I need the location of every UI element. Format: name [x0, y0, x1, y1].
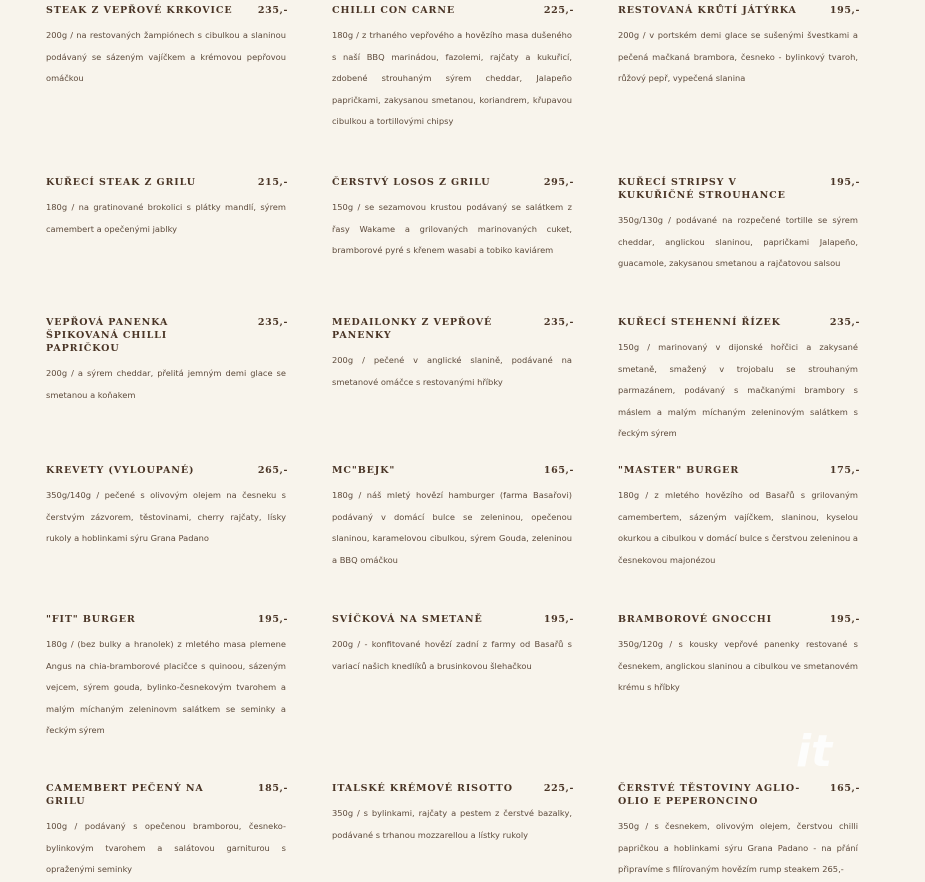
dish-name: ČERSTVÉ TĚSTOVINY AGLIO-OLIO E PEPERONCINO	[618, 783, 801, 807]
dish-description: 350g/130g / podávané na rozpečené tortille se sýrem cheddar, anglickou slaninou, papričkami Jalapeño, guacamole, zakysanou smetanou a rajčatovou salsou	[618, 215, 858, 268]
menu-item	[332, 316, 574, 464]
dish-description: 200g / v portském demi glace se sušenými švestkami a pečená mačkaná brambora, česneko - bylinkový tvaroh, růžový pepř, vypečená slanina	[618, 30, 858, 83]
dish-description: 350g/140g / pečené s olivovým olejem na česneku s čerstvým zázvorem, těstovinami, cherry rajčaty, lísky rukoly a hoblinkami sýru Grana Padano	[46, 490, 286, 543]
menu-item	[332, 4, 574, 176]
dish-name: RESTOVANÁ KRŮTÍ JÁTÝRKA	[618, 5, 797, 16]
dish-price: 225,-	[543, 783, 574, 794]
dish-description: 180g / na gratinované brokolici s plátky mandlí, sýrem camembert a opečenými jablky	[46, 202, 286, 234]
dish-price: 175,-	[829, 465, 860, 476]
dish-price: 195,-	[543, 614, 574, 625]
menu-item	[332, 464, 574, 613]
menu-item	[332, 782, 574, 882]
dish-description: 150g / se sezamovou krustou podávaný se salátkem z řasy Wakame a grilovaných marinovaných cuket, bramborové pyré s křenem wasabi a tobiko kaviárem	[332, 202, 572, 255]
dish-name: MEDAILONKY Z VEPŘOVÉ PANENKY	[332, 317, 493, 341]
dish-price: 195,-	[829, 5, 860, 16]
menu-item	[618, 464, 860, 613]
dish-price: 195,-	[257, 614, 288, 625]
dish-description: 180g / z mletého hovězího od Basařů s grilovaným camembertem, sázeným vajíčkem, slaninou, kyselou okurkou a cibulkou v domácí bulce s čerstvou zeleninou a česnekovou majonézou	[618, 490, 858, 565]
dish-price: 165,-	[543, 465, 574, 476]
dish-price: 235,-	[257, 5, 288, 16]
dish-description: 200g / a sýrem cheddar, přelitá jemným demi glace se smetanou a koňakem	[46, 368, 286, 400]
menu-item	[618, 316, 860, 464]
dish-description: 350g/120g / s kousky vepřové panenky restované s česnekem, anglickou slaninou a cibulkou ve smetanovém krému s hříbky	[618, 639, 858, 692]
dish-description: 200g / pečené v anglické slanině, podávané na smetanové omáčce s restovanými hříbky	[332, 355, 572, 387]
menu-item	[46, 782, 288, 882]
dish-description: 150g / marinovaný v dijonské hořčici a zakysané smetaně, smažený v trojobalu se strouhaným parmazánem, podávaný s mačkanými brambory s máslem a malým míchaným zeleninovým salátkem s řeckým sýrem	[618, 342, 858, 438]
dish-name: MC"BEJK"	[332, 465, 396, 476]
dish-name: KUŘECÍ STEAK Z GRILU	[46, 177, 196, 188]
dish-description: 180g / z trhaného vepřového a hovězího masa dušeného s naší BBQ marinádou, fazolemi, rajčaty a kukuřicí, zdobené strouhaným sýrem cheddar, Jalapeño papričkami, zakysanou smetanou, koriandrem, křupavou cibulkou a tortillovými chipsy	[332, 30, 572, 126]
menu-item	[332, 176, 574, 316]
menu-item	[46, 613, 288, 782]
dish-description: 200g / na restovaných žampiónech s cibulkou a slaninou podávaný se sázeným vajíčkem a krémovou pepřovou omáčkou	[46, 30, 286, 83]
watermark-logo	[795, 726, 833, 792]
dish-description: 350g / s bylinkami, rajčaty a pestem z čerstvé bazalky, podávané s trhanou mozzarellou a lístky rukoly	[332, 808, 572, 840]
dish-description: 180g / náš mletý hovězí hamburger (farma Basařovi) podávaný v domácí bulce se zeleninou, opečenou slaninou, karamelovou cibulkou, sýrem Gouda, zeleninou a BBQ omáčkou	[332, 490, 572, 565]
dish-description: 350g / s česnekem, olivovým olejem, čerstvou chilli papričkou a hoblinkami sýru Grana Padano - na přání připravíme s filírovaným hovězím rump steakem 265,-	[618, 821, 858, 874]
dish-name: CHILLI CON CARNE	[332, 5, 456, 16]
menu-item	[618, 4, 860, 176]
dish-description: 100g / podávaný s opečenou bramborou, česneko-bylinkovým tvarohem a salátovou garniturou s opraženými seminky	[46, 821, 286, 874]
menu-grid	[46, 0, 860, 882]
menu-item	[46, 176, 288, 316]
dish-name: VEPŘOVÁ PANENKA ŠPIKOVANÁ CHILLI PAPRIČKOU	[46, 317, 169, 354]
dish-name: "FIT" BURGER	[46, 614, 136, 625]
dish-price: 195,-	[829, 177, 860, 188]
dish-name: SVÍČKOVÁ NA SMETANĚ	[332, 614, 483, 625]
dish-name: KUŘECÍ STRIPSY V KUKUŘIČNÉ STROUHANCE	[618, 177, 786, 201]
dish-price: 295,-	[543, 177, 574, 188]
dish-name: ČERSTVÝ LOSOS Z GRILU	[332, 177, 491, 188]
dish-price: 225,-	[543, 5, 574, 16]
dish-price: 165,-	[829, 783, 860, 794]
dish-name: CAMEMBERT PEČENÝ NA GRILU	[46, 783, 204, 807]
dish-name: ITALSKÉ KRÉMOVÉ RISOTTO	[332, 783, 513, 794]
menu-item	[46, 464, 288, 613]
dish-description: 200g / - konfitované hovězí zadní z farmy od Basařů s variací našich knedlíků a brusinkovou šlehačkou	[332, 639, 572, 671]
watermark-logo-text: it	[795, 726, 833, 777]
dish-price: 235,-	[829, 317, 860, 328]
dish-name: BRAMBOROVÉ GNOCCHI	[618, 614, 773, 625]
dish-price: 215,-	[257, 177, 288, 188]
menu-item	[332, 613, 574, 782]
dish-price: 235,-	[257, 317, 288, 328]
dish-price: 185,-	[257, 783, 288, 794]
dish-name: KREVETY (VYLOUPANÉ)	[46, 465, 195, 476]
menu-item	[46, 4, 288, 176]
menu-item	[46, 316, 288, 464]
dish-price: 265,-	[257, 465, 288, 476]
dish-name: "MASTER" BURGER	[618, 465, 740, 476]
dish-name: KUŘECÍ STEHENNÍ ŘÍZEK	[618, 317, 781, 328]
menu-item	[618, 176, 860, 316]
dish-description: 180g / (bez bulky a hranolek) z mletého masa plemene Angus na chia-bramborové placičce s quinoou, sázeným vejcem, sýrem gouda, bylinko-česnekovým tvarohem a malým míchaným zeleninovm salátkem se seminky a řeckým sýrem	[46, 639, 286, 735]
menu-item	[618, 782, 860, 882]
dish-price: 195,-	[829, 614, 860, 625]
dish-name: STEAK Z VEPŘOVÉ KRKOVICE	[46, 5, 233, 16]
dish-price: 235,-	[543, 317, 574, 328]
